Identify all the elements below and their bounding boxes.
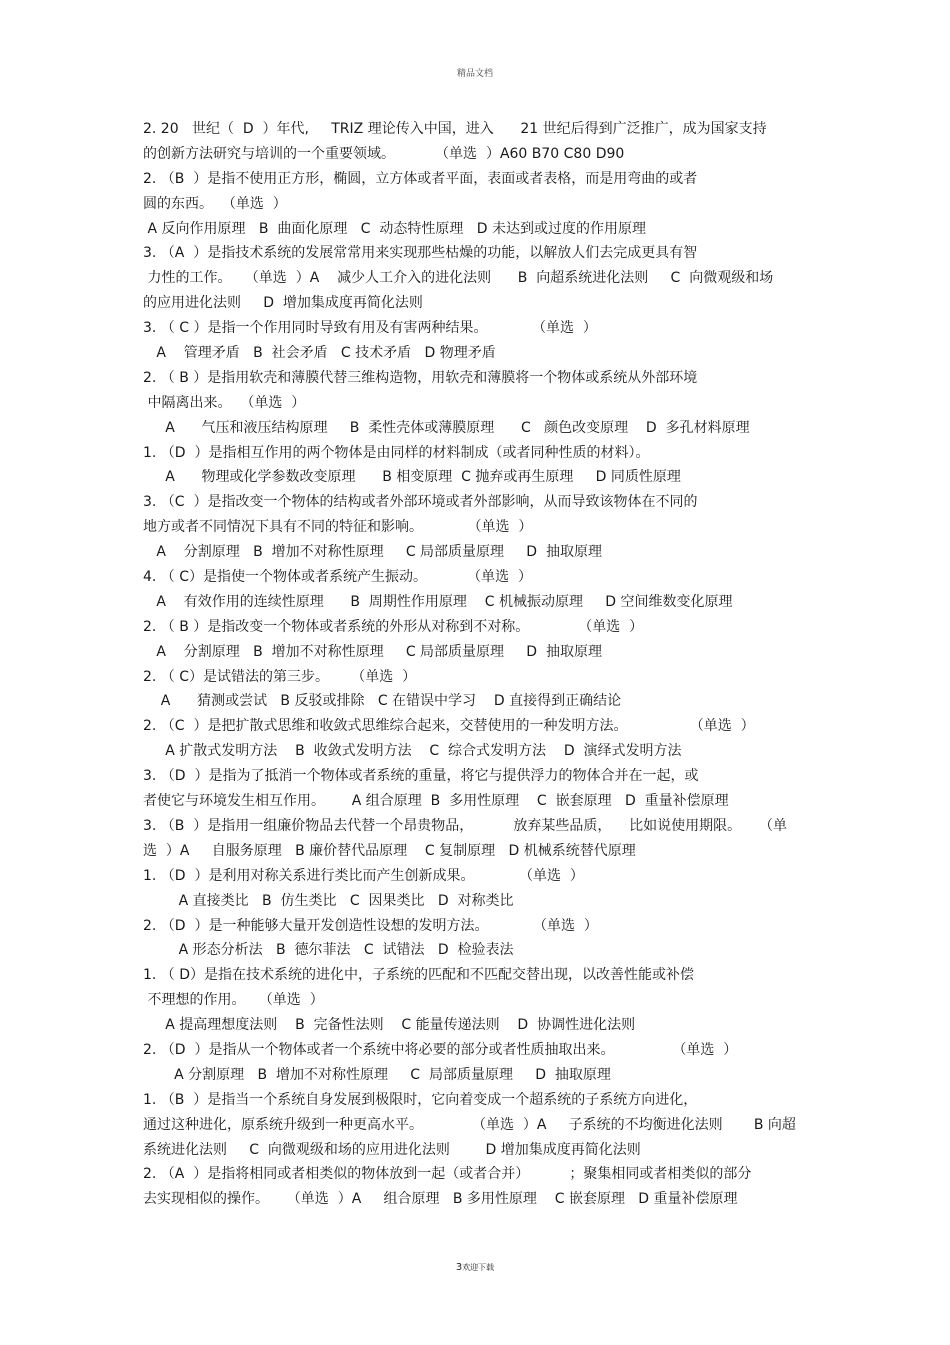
text-line: 2. 20 世纪（ D ）年代, TRIZ 理论传入中国，进入 21 世纪后得到广泛推广，成为国家支持: [143, 121, 767, 137]
text-line: A 分割原理 B 增加不对称性原理 C 局部质量原理 D 抽取原理: [143, 544, 602, 561]
text-line: 3. （B ）是指用一组廉价物品去代替一个昂贵物品， 放弃某些品质， 比如说使用期限。 （单: [143, 817, 787, 834]
text-line: 3. （ C ）是指一个作用同时导致有用及有害两种结果。 （单选 ）: [143, 320, 597, 337]
text-line: 中隔离出来。 （单选 ）: [143, 394, 306, 411]
page-footer: [0, 1262, 950, 1273]
text-line: A 分割原理 B 增加不对称性原理 C 局部质量原理 D 抽取原理: [143, 643, 602, 660]
text-line: 地方或者不同情况下具有不同的特征和影响。 （单选 ）: [143, 519, 533, 536]
text-line: 2. （ B ）是指改变一个物体或者系统的外形从对称到不对称。 （单选 ）: [143, 618, 644, 635]
text-line: 2. （A ）是指将相同或者相类似的物体放到一起（或者合并） ；聚集相同或者相类似的部分: [143, 1166, 752, 1183]
text-line: 去实现相似的操作。 （单选 ）A 组合原理 B 多用性原理 C 嵌套原理 D 重量补偿原理: [143, 1191, 738, 1208]
text-line: 力性的工作。 （单选 ）A 减少人工介入的进化法则 B 向超系统进化法则 C 向微观级和场: [143, 270, 774, 287]
text-line: A 提高理想度法则 B 完备性法则 C 能量传递法则 D 协调性进化法则: [143, 1017, 636, 1034]
text-line: 圆的东西。 （单选 ）: [143, 195, 287, 212]
text-line: 1. （B ）是指当一个系统自身发展到极限时，它向着变成一个超系统的子系统方向进化，: [143, 1091, 698, 1108]
text-line: 通过这种进化，原系统升级到一种更高水平。 （单选 ）A 子系统的不均衡进化法则 B 向超: [143, 1116, 796, 1133]
text-line: 1. （D ）是利用对称关系进行类比而产生创新成果。 （单选 ）: [143, 867, 584, 884]
text-line: A 扩散式发明方法 B 收敛式发明方法 C 综合式发明方法 D 演绎式发明方法: [143, 743, 682, 760]
text-line: 3. （A ）是指技术系统的发展常常用来实现那些枯燥的功能，以解放人们去完成更具有智: [143, 245, 698, 262]
text-line: A 有效作用的连续性原理 B 周期性作用原理 C 机械振动原理 D 空间维数变化原理: [143, 593, 733, 610]
download-note: 欢迎下载: [462, 1263, 495, 1272]
question-list: [143, 117, 823, 1212]
text-line: 3. （C ）是指改变一个物体的结构或者外部环境或者外部影响，从而导致该物体在不同的: [143, 494, 698, 511]
text-line: 的创新方法研究与培训的一个重要领域。 （单选 ）A60 B70 C80 D90: [143, 145, 625, 162]
text-line: 2. （ B ）是指用软壳和薄膜代替三维构造物，用软壳和薄膜将一个物体或系统从外部环境: [143, 369, 698, 386]
text-line: A 形态分析法 B 德尔菲法 C 试错法 D 检验表法: [143, 942, 514, 959]
text-line: A 管理矛盾 B 社会矛盾 C 技术矛盾 D 物理矛盾: [143, 345, 496, 362]
text-line: A 分割原理 B 增加不对称性原理 C 局部质量原理 D 抽取原理: [143, 1066, 611, 1083]
page-header: 精品文档: [456, 69, 493, 79]
text-line: 者使它与环境发生相互作用。 A 组合原理 B 多用性原理 C 嵌套原理 D 重量补偿原理: [143, 793, 729, 810]
text-line: A 物理或化学参数改变原理 B 相变原理 C 抛弃或再生原理 D 同质性原理: [143, 469, 681, 486]
text-line: 1. （ D）是指在技术系统的进化中，子系统的匹配和不匹配交替出现，以改善性能或补偿: [143, 967, 695, 984]
text-line: 2. （B ）是指不使用正方形，椭圆，立方体或者平面，表面或者表格，而是用弯曲的或者: [143, 170, 698, 187]
text-line: 的应用进化法则 D 增加集成度再简化法则: [143, 295, 423, 312]
text-line: 1. （D ）是指相互作用的两个物体是由同样的材料制成（或者同种性质的材料）。: [143, 444, 650, 461]
text-line: 2. （D ）是一种能够大量开发创造性设想的发明方法。 （单选 ）: [143, 917, 598, 934]
text-line: A 气压和液压结构原理 B 柔性壳体或薄膜原理 C 颜色改变原理 D 多孔材料原理: [143, 419, 750, 436]
text-line: A 反向作用原理 B 曲面化原理 C 动态特性原理 D 未达到或过度的作用原理: [143, 220, 646, 237]
text-line: 系统进化法则 C 向微观级和场的应用进化法则 D 增加集成度再简化法则: [143, 1141, 641, 1158]
text-line: 3. （D ）是指为了抵消一个物体或者系统的重量，将它与提供浮力的物体合并在一起，或: [143, 768, 699, 785]
text-line: 4. （ C）是指使一个物体或者系统产生振动。 （单选 ）: [143, 569, 532, 586]
text-line: A 直接类比 B 仿生类比 C 因果类比 D 对称类比: [143, 892, 514, 909]
page-number: 3: [455, 1262, 463, 1273]
text-line: 2. （C ）是把扩散式思维和收敛式思维综合起来，交替使用的一种发明方法。 （单选 ）: [143, 718, 755, 735]
text-line: 2. （ C）是试错法的第三步。 （单选 ）: [143, 668, 417, 685]
text-line: A 猜测或尝试 B 反驳或排除 C 在错误中学习 D 直接得到正确结论: [143, 693, 622, 710]
text-line: 选 ）A 自服务原理 B 廉价替代品原理 C 复制原理 D 机械系统替代原理: [143, 842, 636, 859]
text-line: 不理想的作用。 （单选 ）: [143, 992, 324, 1009]
text-line: 2. （D ）是指从一个物体或者一个系统中将必要的部分或者性质抽取出来。 （单选 ）: [143, 1041, 738, 1058]
